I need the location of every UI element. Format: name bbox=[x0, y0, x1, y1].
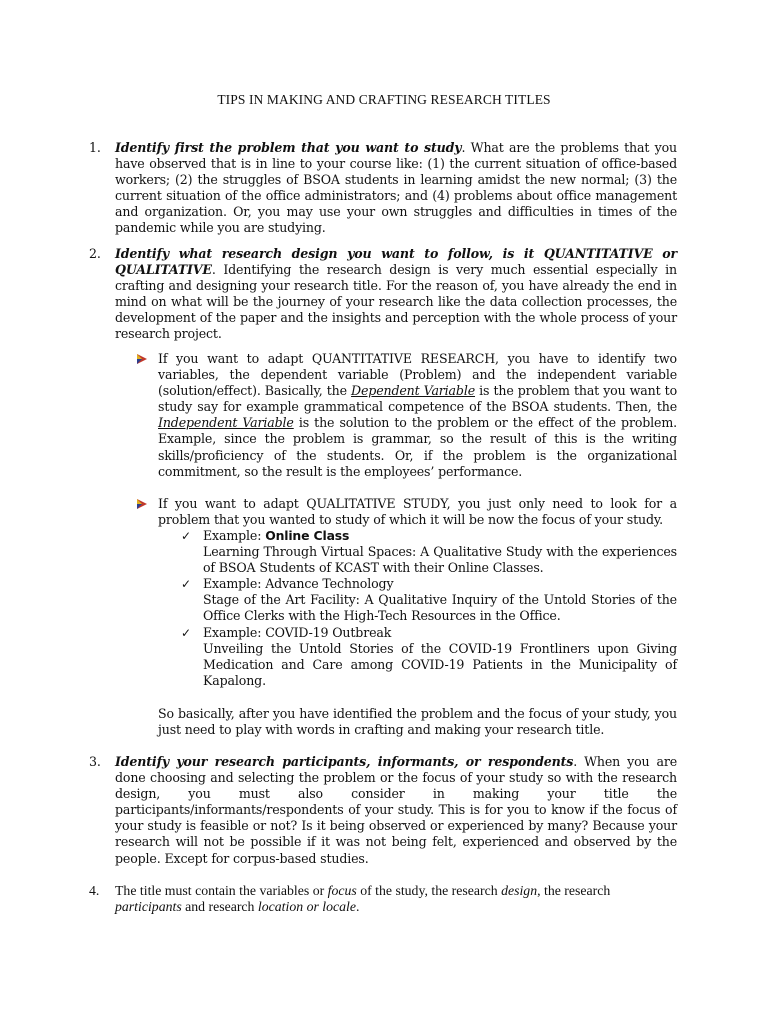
arrow-bullet-icon bbox=[136, 353, 148, 365]
list-item-4: 4. The title must contain the variables or focus of the study, the research design, the research participants and research location or locale. bbox=[89, 883, 611, 915]
item-body: . What are the problems that you have observed that is in line to your course like: (1) the current situation of office-based workers; (2) the struggles of BSOA students in learning amidst the new normal; (3) the current situation of the office administrators; and (4) problems about office management and organization. Or, you may use your own struggles and difficulties in times of the pandemic while you are studying. bbox=[115, 140, 677, 236]
dependent-variable-term: Dependent Variable bbox=[351, 383, 476, 399]
item-number: 3. bbox=[89, 754, 101, 769]
checkmark-icon: ✓ bbox=[181, 626, 191, 640]
example-label: Example: COVID-19 Outbreak bbox=[203, 625, 392, 640]
arrow-bullet-icon bbox=[136, 498, 148, 510]
example-item-2 bbox=[181, 576, 677, 624]
example-item-1 bbox=[181, 528, 677, 576]
item-heading: Identify what research design you want to follow, is it QUANTITATIVE or QUALITATIVE bbox=[115, 246, 677, 278]
example-title: Stage of the Art Facility: A Qualitative Inquiry of the Untold Stories of the Office Clerks with the High-Tech Resources in the Office. bbox=[203, 592, 677, 624]
independent-variable-term: Independent Variable bbox=[158, 415, 294, 431]
item-number: 2. bbox=[89, 246, 101, 261]
item-heading: Identify your research participants, informants, or respondents bbox=[115, 754, 574, 769]
example-item-3 bbox=[181, 625, 677, 689]
item-body: . When you are done choosing and selecting the problem or the focus of your study so with the research design, you must also consider in making your title the participants/informants/respondents of your study. This is for you to know if the focus of your study is feasible or not? Is it being observed or experienced by many? Because your research will not be possible if it was not being felt, experienced and observed by the people. Except for corpus-based studies. bbox=[115, 754, 677, 866]
item-body: . Identifying the research design is very much essential especially in crafting and designing your research title. For the reason of, you have already the end in mind on what will be the journey of your research like the data collection processes, the development of the paper and the insights and perception with the whole process of your research project. bbox=[115, 262, 677, 342]
example-title: Unveiling the Untold Stories of the COVID-19 Frontliners upon Giving Medication and Care among COVID-19 Patients in the Municipality of Kapalong. bbox=[203, 641, 677, 689]
item-number: 4. bbox=[89, 883, 100, 898]
item-number: 1. bbox=[89, 140, 101, 155]
checkmark-icon: ✓ bbox=[181, 577, 191, 591]
example-title: Learning Through Virtual Spaces: A Qualitative Study with the experiences of BSOA Students of KCAST with their Online Classes. bbox=[203, 544, 677, 576]
item-heading: Identify first the problem that you want to study bbox=[115, 140, 462, 155]
example-label: Example: Advance Technology bbox=[203, 576, 394, 591]
summary-paragraph: So basically, after you have identified the problem and the focus of your study, you just need to play with words in crafting and making your research title. bbox=[158, 706, 677, 738]
example-label: Example: Online Class bbox=[203, 528, 350, 543]
quantitative-bullet: If you want to adapt QUANTITATIVE RESEARCH, you have to identify two variables, the dependent variable (Problem) and the independent variable (solution/effect). Basically, the Dependent Variable is the problem that you want to study say for example grammatical competence of the BSOA students. Then, the Independent Variable is the solution to the problem or the effect of the problem. Example, since the problem is grammar, so the result of this is the writing skills/proficiency of the students. Or, if the problem is the organizational commitment, so the result is the employees’ performance. bbox=[158, 351, 677, 480]
list-item-2 bbox=[89, 246, 677, 343]
qualitative-bullet: If you want to adapt QUALITATIVE STUDY, you just only need to look for a problem that you wanted to study of which it will be now the focus of your study. bbox=[158, 496, 677, 528]
list-item-3 bbox=[89, 754, 677, 867]
list-item-1 bbox=[89, 140, 677, 237]
checkmark-icon: ✓ bbox=[181, 529, 191, 543]
page-title: TIPS IN MAKING AND CRAFTING RESEARCH TITLES bbox=[217, 92, 551, 107]
